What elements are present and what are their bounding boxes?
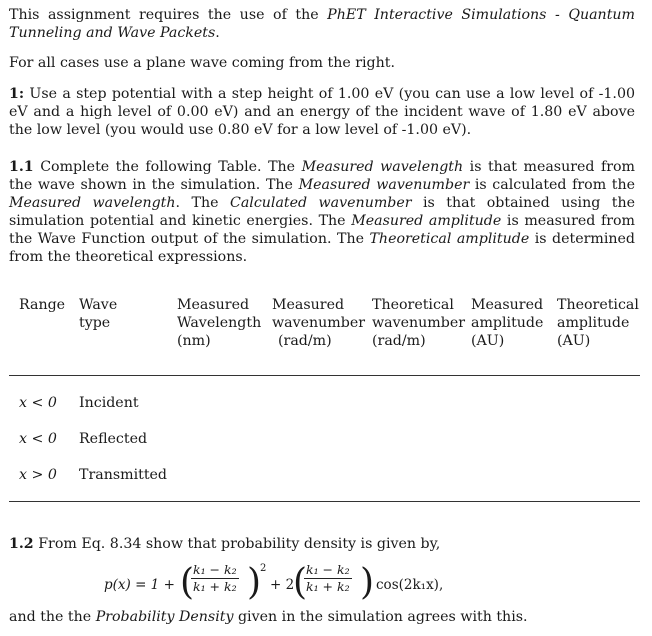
header-theoretical-wavenumber: Theoretical wavenumber (rad/m) bbox=[372, 297, 466, 349]
q11-text-4: . The bbox=[175, 195, 230, 211]
question-1-number: 1: bbox=[9, 86, 25, 102]
q11-text-5: is that obtained using the simulation potential and kinetic energies. The bbox=[9, 195, 636, 229]
header-theoretical-amplitude: Theoretical amplitude (AU) bbox=[557, 297, 639, 349]
q11-term-measured-amplitude: Measured amplitude bbox=[351, 213, 502, 229]
intro-text: This assignment requires the use of the bbox=[9, 7, 328, 23]
q11-term-measured-wavenumber: Measured wavenumber bbox=[298, 177, 470, 193]
q11-term-theoretical-amplitude: Theoretical amplitude bbox=[369, 231, 530, 247]
header-measured-amplitude: Measured amplitude (AU) bbox=[471, 297, 544, 349]
closing-term-probability-density: Probability Density bbox=[95, 609, 234, 625]
table-top-rule bbox=[9, 375, 640, 376]
q11-text-7: is determined from the theoretical expressions. bbox=[9, 231, 636, 265]
all-cases-paragraph: For all cases use a plane wave coming from the right. bbox=[9, 55, 395, 71]
intro-period: . bbox=[215, 25, 220, 41]
equation-lhs: p(x) = 1 + bbox=[104, 577, 175, 593]
row-reflected-type: Reflected bbox=[79, 431, 148, 447]
equation-exponent: 2 bbox=[260, 563, 267, 574]
q11-text-1: Complete the following Table. The bbox=[40, 159, 302, 175]
probability-density-equation bbox=[104, 562, 584, 608]
question-1-2-number: 1.2 bbox=[9, 536, 34, 552]
question-1-paragraph bbox=[9, 85, 635, 139]
q11-term-calculated-wavenumber: Calculated wavenumber bbox=[229, 195, 412, 211]
q11-term-measured-wavelength: Measured wavelength bbox=[301, 159, 464, 175]
fraction-1-denominator: k₁ + k₂ bbox=[193, 579, 237, 594]
simulation-title: PhET Interactive Simulations - Quantum Tunneling and Wave Packets bbox=[9, 7, 635, 41]
question-1-2-text: From Eq. 8.34 show that probability density is given by, bbox=[38, 536, 441, 552]
closing-text-1: and the the bbox=[9, 609, 96, 625]
question-1-2-paragraph bbox=[9, 535, 440, 553]
header-measured-wavelength: Measured Wavelength (nm) bbox=[177, 297, 262, 349]
row-transmitted-range: x > 0 bbox=[19, 467, 57, 483]
row-incident-type: Incident bbox=[79, 395, 139, 411]
row-reflected-range: x < 0 bbox=[19, 431, 57, 447]
question-1-text: Use a step potential with a step height of 1.00 eV (you can use a low level of -1.00 eV and a high level of 0.00 eV) and an energy of the incident wave of 1.80 eV above the low level (you would use 0.80 eV for a low level of -1.00 eV). bbox=[9, 86, 635, 138]
q11-text-6: is measured from the Wave Function output of the simulation. The bbox=[9, 213, 635, 247]
q11-text-3: is calculated from the bbox=[469, 177, 636, 193]
q11-text-2: is that measured from the wave shown in the simulation. The bbox=[9, 159, 636, 193]
header-range: Range bbox=[19, 297, 66, 313]
left-paren-1: ( bbox=[180, 562, 195, 603]
intro-paragraph bbox=[9, 6, 635, 42]
row-incident-range: x < 0 bbox=[19, 395, 57, 411]
closing-text-2: given in the simulation agrees with this. bbox=[233, 609, 528, 625]
header-wave-type: Wave type bbox=[79, 297, 118, 331]
fraction-2-denominator: k₁ + k₂ bbox=[306, 579, 350, 594]
left-paren-2: ( bbox=[293, 562, 308, 603]
closing-paragraph bbox=[9, 608, 528, 626]
right-paren-2: ) bbox=[360, 562, 375, 603]
question-1-1-paragraph bbox=[9, 158, 635, 266]
fraction-1-numerator: k₁ − k₂ bbox=[193, 562, 237, 577]
fraction-1 bbox=[191, 562, 239, 595]
fraction-2 bbox=[304, 562, 352, 595]
table-bottom-rule bbox=[9, 501, 640, 502]
q11-term-measured-wavelength-2: Measured wavelength bbox=[9, 195, 176, 211]
fraction-2-numerator: k₁ − k₂ bbox=[306, 562, 350, 577]
header-measured-wavenumber: Measured wavenumber (rad/m) bbox=[272, 297, 366, 349]
row-transmitted-type: Transmitted bbox=[79, 467, 167, 483]
equation-plus-two: + 2 bbox=[270, 577, 295, 593]
equation-cos-term: cos(2k₁x), bbox=[376, 577, 444, 593]
question-1-1-number: 1.1 bbox=[9, 159, 34, 175]
right-paren-1: ) bbox=[247, 562, 262, 603]
